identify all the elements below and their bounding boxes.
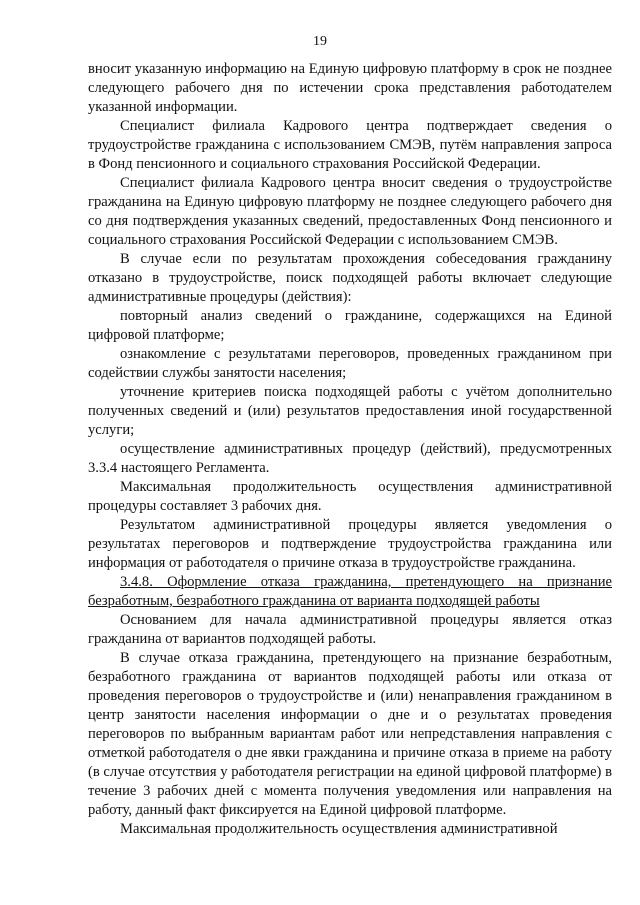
paragraph: Специалист филиала Кадрового центра подтверждает сведения о трудоустройстве гражданина с использованием СМЭВ, путём направления запроса в Фонд пенсионного и социального страхования Российской Федерации. <box>88 118 612 172</box>
paragraph: вносит указанную информацию на Единую цифровую платформу в срок не позднее следующего рабочего дня по истечении срока представления работодателем указанной информации. <box>88 61 612 115</box>
paragraph: Максимальная продолжительность осуществления административной <box>120 821 558 837</box>
paragraph: В случае если по результатам прохождения собеседования гражданину отказано в трудоустройстве, поиск подходящей работы включает следующие административные процедуры (действия): <box>88 251 612 305</box>
list-item: ознакомление с результатами переговоров, проведенных гражданином при содействии службы занятости населения; <box>88 346 612 381</box>
paragraph: Результатом административной процедуры является уведомления о результатах переговоров и подтверждение трудоустройства гражданина или информация от работодателя о причине отказа в трудоустройстве гражданина. <box>88 517 612 571</box>
paragraph: Максимальная продолжительность осуществления административной процедуры составляет 3 рабочих дня. <box>88 479 612 514</box>
paragraph: Специалист филиала Кадрового центра вносит сведения о трудоустройстве гражданина на Единую цифровую платформу не позднее следующего рабочего дня со дня подтверждения указанных сведений, предоставленных Фонд пенсионного и социального страхования Российской Федерации с использованием СМЭВ. <box>88 175 612 248</box>
list-item: осуществление административных процедур (действий), предусмотренных 3.3.4 настоящего Регламента. <box>88 441 612 476</box>
paragraph: Основанием для начала административной процедуры является отказ гражданина от вариантов подходящей работы. <box>88 612 612 647</box>
document-body <box>88 60 612 839</box>
paragraph: В случае отказа гражданина, претендующего на признание безработным, безработного гражданина от вариантов подходящей работы или отказа от проведения переговоров о трудоустройстве и (или) ненаправления гражданином в центр занятости населения информации о дне и о результатах проведения переговоров по выбранным вариантам работ или непредставления направления с отметкой работодателя о дне явки гражданина и причине отказа в приеме на работу (в случае отсутствия у работодателя регистрации на единой цифровой платформе) в течение 3 рабочих дней с момента получения уведомления или направления на работу, данный факт фиксируется на Единой цифровой платформе. <box>88 650 612 818</box>
list-item: уточнение критериев поиска подходящей работы с учётом дополнительно полученных сведений и (или) результатов предоставления иной государственной услуги; <box>88 384 612 438</box>
section-heading: 3.4.8. Оформление отказа гражданина, претендующего на признание безработным, безработного гражданина от варианта подходящей работы <box>88 574 612 609</box>
list-item: повторный анализ сведений о гражданине, содержащихся на Единой цифровой платформе; <box>88 308 612 343</box>
page-number: 19 <box>313 34 327 49</box>
